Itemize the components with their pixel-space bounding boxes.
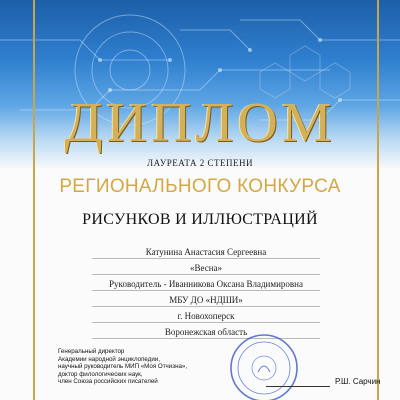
region: Воронежская область bbox=[92, 326, 320, 339]
supervisor: Руководитель - Иванникова Оксана Владимировна bbox=[92, 278, 320, 291]
school: МБУ ДО «НДШИ» bbox=[92, 294, 320, 307]
signer-line: научный руководитель МИП «Моя Отчизна», bbox=[58, 363, 188, 371]
signer-line: доктор филологических наук, bbox=[58, 370, 143, 378]
work-title: «Весна» bbox=[92, 262, 320, 275]
participant-name: Катунина Анастасия Сергеевна bbox=[92, 246, 320, 259]
laureate-degree: ЛАУРЕАТА 2 СТЕПЕНИ bbox=[147, 158, 253, 168]
diploma-title: ДИПЛОМ bbox=[64, 92, 336, 154]
signer-name: Р.Ш. Сарчин bbox=[335, 377, 381, 386]
contest-name: РЕГИОНАЛЬНОГО КОНКУРСА bbox=[59, 176, 341, 197]
official-seal bbox=[228, 332, 300, 400]
city: г. Новохоперск bbox=[92, 310, 320, 323]
signer-line: член Союза российских писателей bbox=[58, 378, 158, 386]
signer-line: Академии народной энциклопедии, bbox=[58, 355, 160, 363]
signer-line: Генеральный директор bbox=[58, 348, 125, 355]
signature-line bbox=[266, 386, 330, 387]
contest-subject: РИСУНКОВ И ИЛЛЮСТРАЦИЙ bbox=[82, 211, 318, 228]
frame-line-right bbox=[377, 0, 379, 400]
frame-line-left bbox=[33, 0, 35, 400]
